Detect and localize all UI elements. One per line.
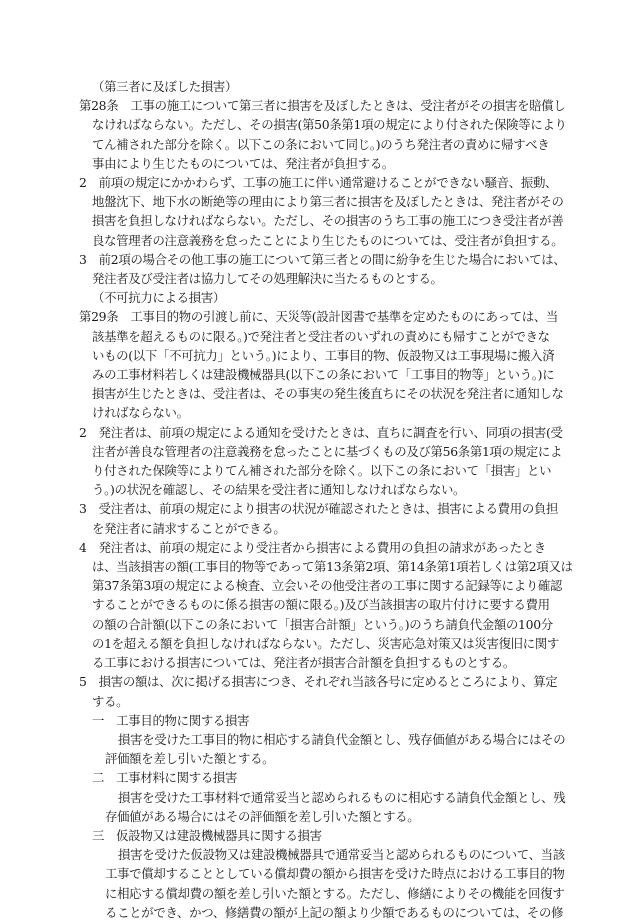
text-line: （不可抗力による損害） <box>92 290 225 306</box>
text-line: 一 工事目的物に関する損害 <box>92 712 250 728</box>
text-line: 三 仮設物又は建設機械器具に関する損害 <box>92 827 322 843</box>
text-line: 発注者及び受注者は協力してその処理解決に当たるものとする。 <box>92 271 443 287</box>
text-line: 損害を受けた仮設物又は建設機械器具で通常妥当と認められるものについて、当該 <box>118 847 565 863</box>
text-line: は、当該損害の額(工事目的物等であって第13条第2項、第14条第1項若しくは第2項又は <box>92 559 573 575</box>
text-line: り付された保険等によりてん補された部分を除く。以下この条において「損害」とい <box>92 463 552 479</box>
text-line: 3 前2項の場合その他工事の施工について第三者との間に紛争を生じた場合においては、 <box>79 251 566 267</box>
text-line: 存価値がある場合にはその評価額を差し引いた額とする。 <box>105 808 420 824</box>
text-line: 第28条 工事の施工について第三者に損害を及ぼしたときは、受注者がその損害を賠償し <box>79 98 566 114</box>
text-line: 事由により生じたものについては、発注者が負担する。 <box>92 155 395 171</box>
text-line: みの工事材料若しくは建設機械器具(以下この条において「工事目的物等」という。)に <box>92 367 555 383</box>
text-line: 二 工事材料に関する損害 <box>92 770 238 786</box>
text-line: 注者が善良な管理者の注意義務を怠ったことに基づくもの及び第56条第1項の規定によ <box>92 443 563 459</box>
text-line: を発注者に請求することができる。 <box>92 520 286 536</box>
text-line: 工事で償却することとしている償却費の額から損害を受けた時点における工事目的物 <box>105 866 565 882</box>
text-line: 損害を負担しなければならない。ただし、その損害のうち工事の施工につき受注者が善 <box>92 213 564 229</box>
text-line: の1を超える額を負担しなければならない。ただし、災害応急対策又は災害復旧に関す <box>92 635 560 651</box>
text-line: る工事における損害については、発注者が損害合計額を負担するものとする。 <box>92 655 515 671</box>
text-line: することができるものに係る損害の額に限る。)及び当該損害の取片付けに要する費用 <box>92 597 550 613</box>
text-line: に相応する償却費の額を差し引いた額とする。ただし、修繕によりその機能を回復す <box>105 885 565 901</box>
text-line: 損害が生じたときは、受注者は、その事実の発生後直ちにその状況を発注者に通知しな <box>92 386 564 402</box>
text-line: 評価額を差し引いた額とする。 <box>105 751 275 767</box>
text-line: の額の合計額(以下この条において「損害合計額」という。)のうち請負代金額の100分 <box>92 616 553 632</box>
text-line: 損害を受けた工事材料で通常妥当と認められるものに相応する請負代金額とし、残 <box>118 789 566 805</box>
text-line: 該基準を超えるものに限る。)で発注者と受注者のいずれの責めにも帰すことができな <box>92 328 550 344</box>
text-line: 2 発注者は、前項の規定による通知を受けたときは、直ちに調査を行い、同項の損害(受 <box>79 424 563 440</box>
text-line: てん補された部分を除く。以下この条において同じ。)のうち発注者の責めに帰すべき <box>92 136 550 152</box>
text-line: う。)の状況を確認し、その結果を受注者に通知しなければならない。 <box>92 482 466 498</box>
text-line: 第29条 工事目的物の引渡し前に、天災等(設計図書で基準を定めたものにあっては、当 <box>79 309 559 325</box>
text-line: ることができ、かつ、修繕費の額が上記の額より少額であるものについては、その修 <box>105 904 564 920</box>
text-line: 地盤沈下、地下水の断絶等の理由により第三者に損害を及ぼしたときは、発注者がその <box>92 194 564 210</box>
text-line: なければならない。ただし、その損害(第50条第1項の規定により付された保険等により <box>92 117 567 133</box>
text-line: 4 発注者は、前項の規定により受注者から損害による費用の負担の請求があったとき <box>79 539 546 555</box>
text-line: 損害を受けた工事目的物に相応する請負代金額とし、残存価値がある場合にはその <box>118 731 566 747</box>
text-line: （第三者に及ぼした損害） <box>92 79 238 94</box>
text-line: 2 前項の規定にかかわらず、工事の施工に伴い通常避けることができない騒音、振動、 <box>79 175 558 191</box>
text-line: 3 受注者は、前項の規定により損害の状況が確認されたときは、損害による費用の負担 <box>79 501 559 517</box>
text-line: いもの(以下「不可抗力」という。)により、工事目的物、仮設物又は工事現場に搬入済 <box>92 347 555 363</box>
text-line: ければならない。 <box>92 405 189 421</box>
text-line: 5 損害の額は、次に掲げる損害につき、それぞれ当該各号に定めるところにより、算定 <box>79 674 558 690</box>
text-line: 良な管理者の注意義務を怠ったことにより生じたものについては、受注者が負担する。 <box>92 232 564 248</box>
text-line: する。 <box>92 693 129 709</box>
text-line: 第37条第3項の規定による検査、立会いその他受注者の工事に関する記録等により確認 <box>92 578 563 594</box>
